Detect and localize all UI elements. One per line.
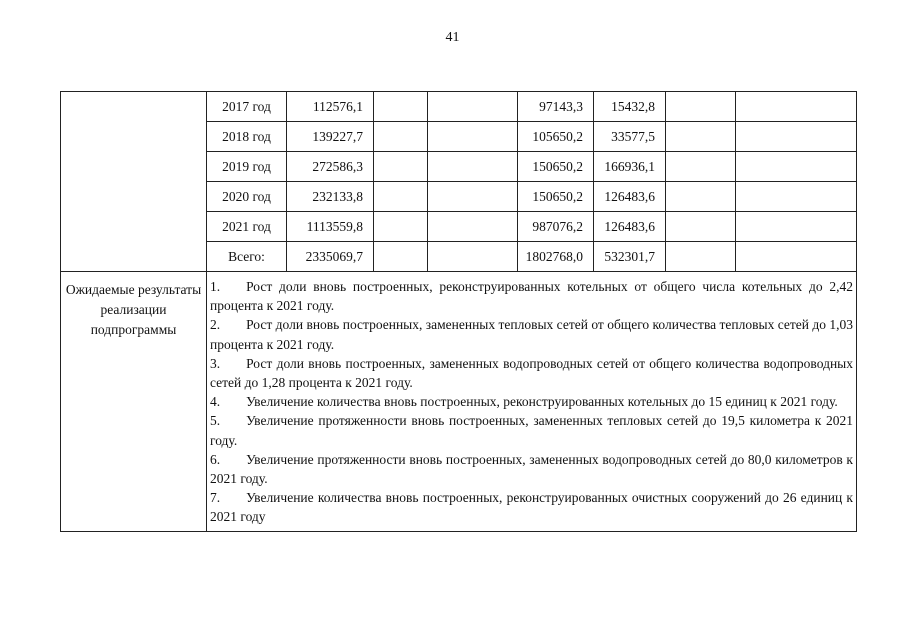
empty-cell [374, 122, 428, 152]
empty-cell [374, 242, 428, 272]
budget-cell: 105650,2 [518, 122, 594, 152]
result-item-text: Увеличение количества вновь построенных, реконструированных котельных до 15 единиц к 2021 году. [246, 394, 838, 410]
empty-cell [666, 122, 736, 152]
empty-cell [736, 122, 857, 152]
year-cell: 2017 год [207, 92, 287, 122]
local-budget-cell: 126483,6 [594, 212, 666, 242]
total-cell: 139227,7 [287, 122, 374, 152]
year-cell: Всего: [207, 242, 287, 272]
empty-cell [428, 122, 518, 152]
total-cell: 232133,8 [287, 182, 374, 212]
budget-cell: 1802768,0 [518, 242, 594, 272]
result-item-text: Рост доли вновь построенных, замененных водопроводных сетей от общего количества водопроводных сетей до 1,28 процента к 2021 году. [210, 355, 853, 391]
year-cell: 2020 год [207, 182, 287, 212]
expected-results-label: Ожидаемые результаты реализации подпрограммы [61, 272, 207, 532]
empty-cell [666, 212, 736, 242]
local-budget-cell: 532301,7 [594, 242, 666, 272]
result-item [210, 450, 853, 488]
result-item-number: 5. [210, 413, 221, 429]
total-cell: 272586,3 [287, 152, 374, 182]
year-cell: 2019 год [207, 152, 287, 182]
local-budget-cell: 166936,1 [594, 152, 666, 182]
result-item-text: Рост доли вновь построенных, реконструированных котельных от общего числа котельных до 2,42 процента к 2021 году. [210, 279, 853, 314]
empty-cell [428, 212, 518, 242]
empty-cell [374, 92, 428, 122]
budget-cell: 150650,2 [518, 152, 594, 182]
result-item [210, 392, 853, 411]
year-cell: 2018 год [207, 122, 287, 152]
empty-cell [428, 242, 518, 272]
empty-cell [666, 182, 736, 212]
total-cell: 1113559,8 [287, 212, 374, 242]
funding-row [61, 92, 857, 122]
result-item-number: 1. [210, 279, 221, 294]
expected-results-row [61, 272, 857, 532]
program-table [60, 91, 857, 532]
year-cell: 2021 год [207, 212, 287, 242]
empty-cell [736, 92, 857, 122]
empty-cell [374, 212, 428, 242]
empty-cell [736, 152, 857, 182]
expected-results-list [207, 272, 857, 532]
empty-cell [428, 92, 518, 122]
empty-cell [428, 182, 518, 212]
empty-cell [428, 152, 518, 182]
empty-cell [666, 152, 736, 182]
result-item-number: 3. [210, 355, 221, 371]
funding-rows [61, 92, 857, 272]
empty-cell [666, 92, 736, 122]
local-budget-cell: 126483,6 [594, 182, 666, 212]
empty-cell [736, 242, 857, 272]
result-item-text: Увеличение протяженности вновь построенных, замененных водопроводных сетей до 80,0 километров к 2021 году. [210, 451, 853, 487]
local-budget-cell: 33577,5 [594, 122, 666, 152]
result-item-number: 2. [210, 317, 221, 333]
funding-label-cell [61, 92, 207, 272]
result-item-number: 6. [210, 451, 221, 467]
budget-cell: 987076,2 [518, 212, 594, 242]
empty-cell [374, 152, 428, 182]
result-item [210, 488, 853, 526]
local-budget-cell: 15432,8 [594, 92, 666, 122]
result-item [210, 277, 853, 315]
empty-cell [736, 212, 857, 242]
result-item [210, 411, 853, 449]
empty-cell [736, 182, 857, 212]
result-item [210, 354, 853, 392]
result-item-number: 7. [210, 490, 221, 506]
budget-cell: 97143,3 [518, 92, 594, 122]
empty-cell [374, 182, 428, 212]
result-item [210, 315, 853, 353]
total-cell: 2335069,7 [287, 242, 374, 272]
result-item-number: 4. [210, 394, 221, 410]
result-item-text: Рост доли вновь построенных, замененных тепловых сетей от общего количества тепловых сетей до 1,03 процента к 2021 году. [210, 317, 853, 352]
empty-cell [666, 242, 736, 272]
result-item-text: Увеличение количества вновь построенных, реконструированных очистных сооружений до 26 единиц к 2021 году [210, 490, 853, 525]
total-cell: 112576,1 [287, 92, 374, 122]
page-number: 41 [445, 30, 460, 45]
result-item-text: Увеличение протяженности вновь построенных, замененных тепловых сетей до 19,5 километра к 2021 году. [210, 413, 853, 448]
budget-cell: 150650,2 [518, 182, 594, 212]
